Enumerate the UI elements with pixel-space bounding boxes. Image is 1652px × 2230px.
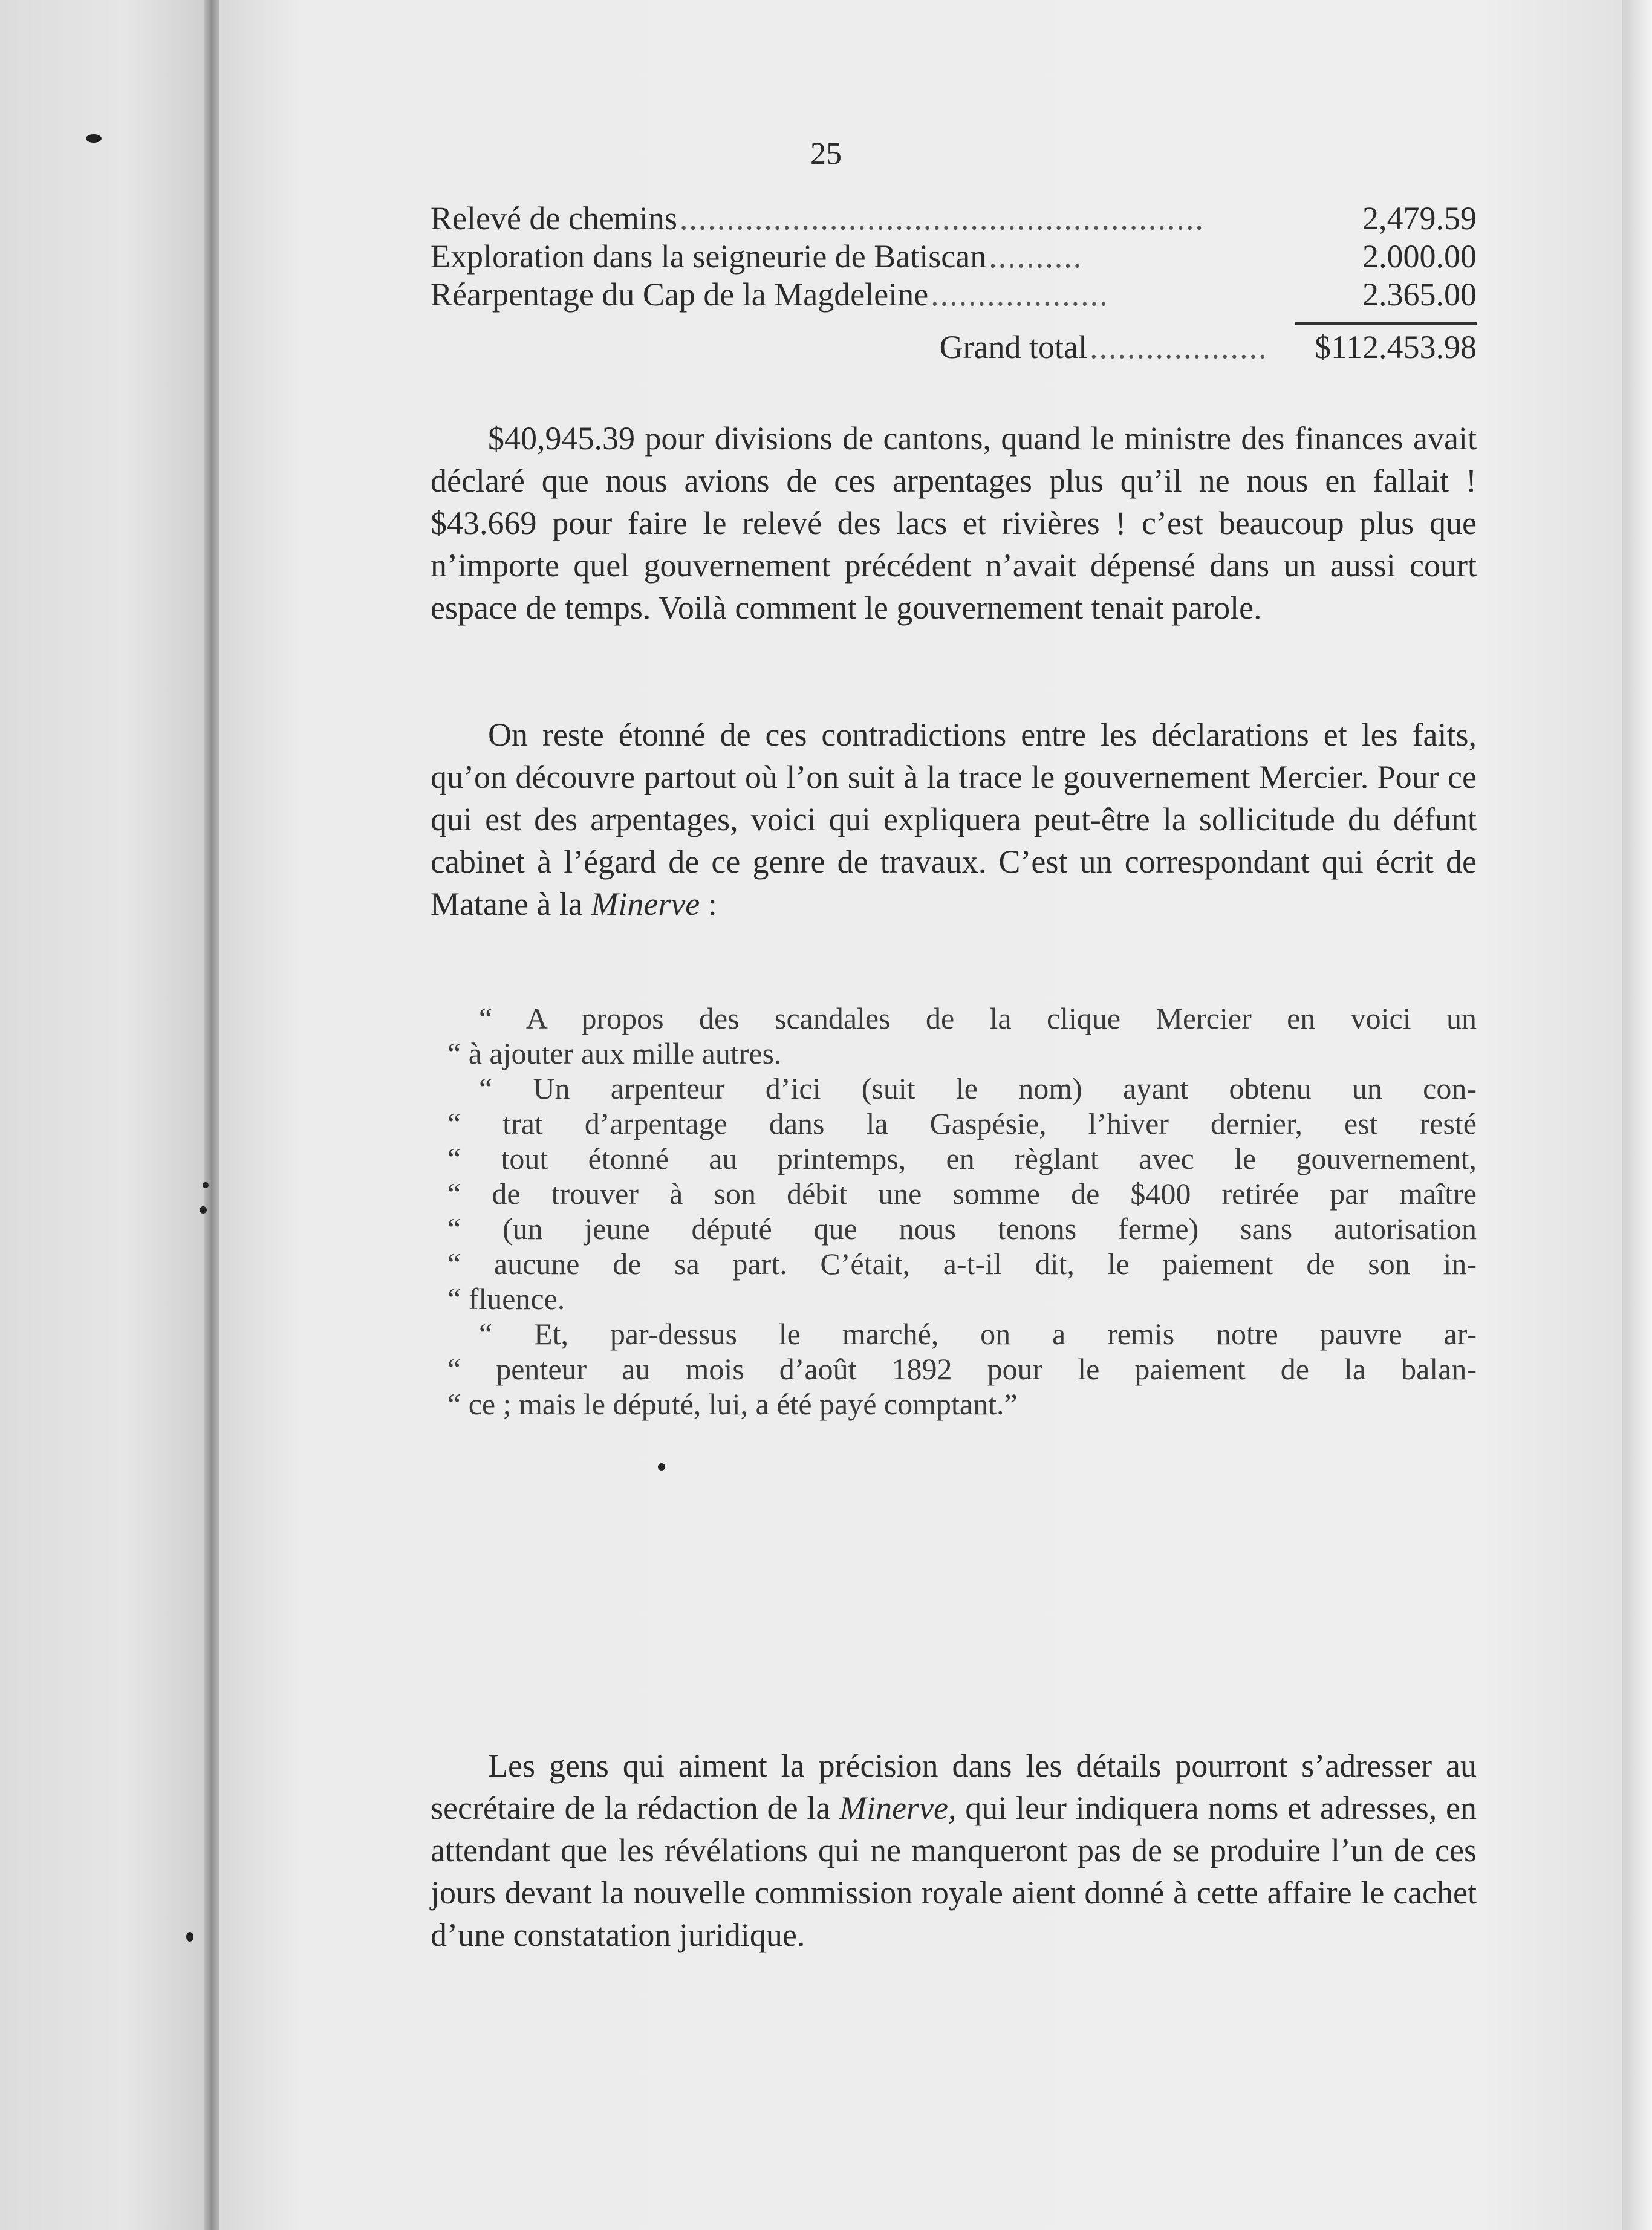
ledger-amount: 2.000.00: [1362, 238, 1477, 275]
ledger-row: [431, 238, 1477, 276]
margin-mark: [186, 1932, 193, 1942]
margin-mark: [203, 1182, 209, 1188]
ledger-leader: ...................: [931, 276, 1109, 313]
ledger-row: [431, 200, 1477, 238]
quote-line: “ penteur au mois d’août 1892 pour le paiement de la balan-: [447, 1352, 1477, 1386]
ledger-label: Relevé de chemins: [431, 200, 677, 236]
left-page-edge: [0, 0, 209, 2230]
ledger-leader: ........................................................: [679, 200, 1205, 236]
quote-line: “ (un jeune député que nous tenons ferme) sans autorisation: [447, 1212, 1477, 1246]
quote-line: “ Un arpenteur d’ici (suit le nom) ayant obtenu un con-: [479, 1071, 1477, 1105]
ledger-leader: ...................: [1090, 329, 1268, 365]
quote-line: “ Et, par-dessus le marché, on a remis notre pauvre ar-: [479, 1317, 1477, 1351]
quote-line: “ A propos des scandales de la clique Mercier en voici un: [479, 1001, 1477, 1035]
quote-line: “ de trouver à son débit une somme de $400 retirée par maître: [447, 1177, 1477, 1211]
paragraph: $40,945.39 pour divisions de cantons, quand le ministre des finances avait déclaré que nous avions de ces arpentages plus qu’il ne nous en fallait ! $43.669 pour faire le relevé des lacs et rivières ! c’est beaucoup plus que n’importe quel gouvernement précédent n’avait dépensé dans un aussi court espace de temps. Voilà comment le gouvernement tenait parole.: [431, 420, 1477, 626]
expense-ledger: [431, 200, 1477, 366]
quote-line: “ à ajouter aux mille autres.: [447, 1036, 782, 1070]
ledger-amount: 2.365.00: [1362, 276, 1477, 313]
total-label: Grand total: [939, 329, 1087, 365]
quote-line: “ tout étonné au printemps, en règlant avec le gouvernement,: [447, 1142, 1477, 1175]
page-number: 25: [810, 137, 842, 171]
ledger-total-row: [431, 328, 1477, 366]
quote-line: “ ce ; mais le député, lui, a été payé comptant.”: [447, 1387, 1018, 1421]
quote-line: “ aucune de sa part. C’était, a-t-il dit, le paiement de son in-: [447, 1247, 1477, 1281]
newspaper-name: Minerve,: [839, 1790, 957, 1826]
quote-line: “ fluence.: [447, 1282, 565, 1316]
paragraph: [431, 1744, 1477, 1956]
ledger-label: Exploration dans la seigneurie de Batiscan: [431, 238, 987, 275]
margin-mark: [200, 1206, 207, 1214]
right-page-edge: [1622, 0, 1652, 2230]
total-rule: [1295, 322, 1477, 325]
paragraph: [431, 714, 1477, 925]
quote-line: “ trat d’arpentage dans la Gaspésie, l’hiver dernier, est resté: [447, 1107, 1477, 1140]
paragraph-text: Les gens qui aiment la précision dans les détails pourront s’adresser au secrétaire de la rédaction de la: [431, 1747, 1477, 1826]
margin-mark: [658, 1463, 665, 1471]
paragraph-text: qui leur indiquera noms et adresses, en attendant que les révélations qui ne manqueront pas de se produire l’un de ces jours devant la nouvelle commission royale aient donné à cette affaire le cachet d’une constatation juridique.: [431, 1790, 1477, 1953]
ledger-label: Réarpentage du Cap de la Magdeleine: [431, 276, 929, 313]
total-amount: $112.453.98: [1315, 329, 1477, 365]
ledger-row: [431, 276, 1477, 314]
newspaper-name: Minerve: [591, 886, 700, 922]
ledger-leader: ..........: [989, 238, 1083, 275]
paragraph-tail: :: [700, 886, 717, 922]
ledger-amount: 2,479.59: [1362, 200, 1477, 236]
quoted-letter: [431, 1001, 1477, 1422]
paragraph-text: On reste étonné de ces contradictions entre les déclarations et les faits, qu’on découvre partout où l’on suit à la trace le gouvernement Mercier. Pour ce qui est des arpentages, voici qui expliquera peut-être la sollicitude du défunt cabinet à l’égard de ce genre de travaux. C’est un correspondant qui écrit de Matane à la: [431, 717, 1477, 922]
